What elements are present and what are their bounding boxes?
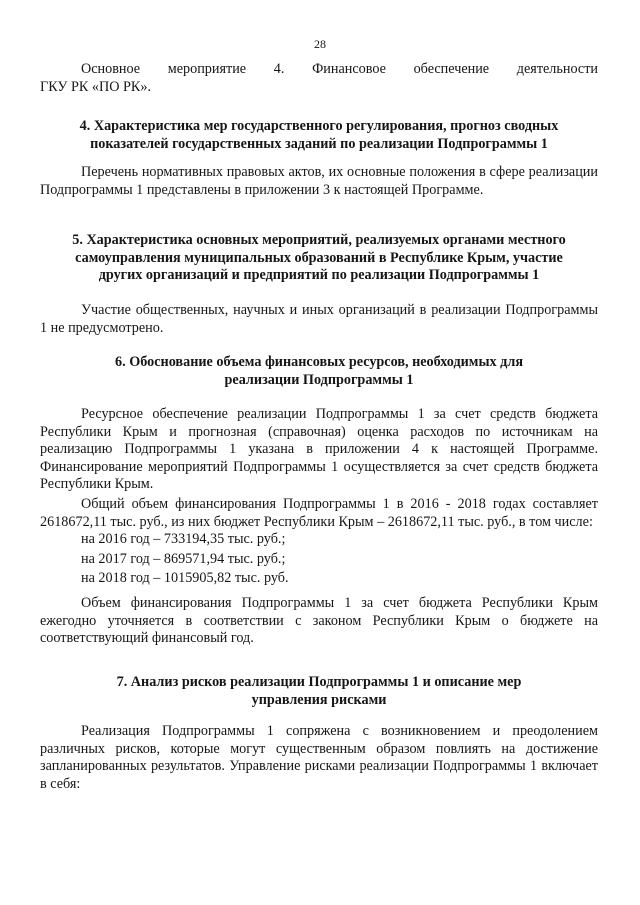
section-7-body — [40, 723, 598, 793]
intro-line-2: ГКУ РК «ПО РК». — [40, 78, 151, 95]
section-7-heading — [40, 674, 598, 709]
section-4-heading-line-1: 4. Характеристика мер государственного регулирования, прогноз сводных — [79, 118, 559, 134]
section-5-body — [40, 302, 598, 337]
section-5-heading-line-2: самоуправления муниципальных образований в Республике Крым, участие — [75, 249, 563, 266]
page-number: 28 — [314, 37, 326, 51]
section-7-heading-line-1: 7. Анализ рисков реализации Подпрограммы 1 и описание мер — [116, 674, 522, 690]
funding-2018: на 2018 год – 1015905,82 тыс. руб. — [81, 570, 289, 587]
section-5-heading-line-1: 5. Характеристика основных мероприятий, реализуемых органами местного — [72, 232, 566, 248]
section-4-heading-line-2: показателей государственных заданий по реализации Подпрограммы 1 — [90, 135, 548, 152]
section-7-heading-line-2: управления рисками — [251, 691, 387, 708]
section-5-heading-line-3: других организаций и предприятий по реализации Подпрограммы 1 — [98, 267, 540, 284]
section-6-paragraph-3: Объем финансирования Подпрограммы 1 за счет бюджета Республики Крым ежегодно уточняется в соответствии с законом Республики Крым о бюджете на соответствующий финансовый год. — [40, 594, 598, 647]
section-4-paragraph: Перечень нормативных правовых актов, их основные положения в сфере реализации Подпрограммы 1 представлены в приложении 3 к настоящей Программе. — [40, 164, 598, 198]
section-6-paragraph-1: Ресурсное обеспечение реализации Подпрограммы 1 за счет средств бюджета Республики Крым и прогнозная (справочная) оценка расходов по источникам на реализацию Подпрограммы 1 указана в приложении 4 к настоящей Программе. Финансирование мероприятий Подпрограммы 1 осуществляется за счет средств бюджета Республики Крым. — [40, 406, 598, 493]
section-6-body — [40, 406, 598, 648]
section-6-paragraph-2: Общий объем финансирования Подпрограммы 1 в 2016 - 2018 годах составляет 2618672,11 тыс. руб., из них бюджет Республики Крым – 2618672,11 тыс. руб., в том числе: — [40, 495, 598, 530]
section-7-paragraph: Реализация Подпрограммы 1 сопряжена с возникновением и преодолением различных рисков, которые могут существенным образом повлиять на достижение запланированных результатов. Управление рисками реализации Подпрограммы 1 включает в себя: — [40, 723, 598, 792]
section-4-heading — [40, 118, 598, 153]
section-6-heading-line-1: 6. Обоснование объема финансовых ресурсов, необходимых для — [115, 354, 523, 370]
section-5-paragraph: Участие общественных, научных и иных организаций в реализации Подпрограммы 1 не предусмотрено. — [40, 302, 598, 336]
funding-2016: на 2016 год – 733194,35 тыс. руб.; — [81, 531, 286, 548]
section-6-heading — [40, 354, 598, 389]
section-5-heading — [40, 232, 598, 285]
intro-line-1: Основное мероприятие 4. Финансовое обеспечение деятельности — [81, 61, 598, 77]
section-4-body — [40, 164, 598, 199]
intro-paragraph — [40, 61, 598, 96]
section-6-heading-line-2: реализации Подпрограммы 1 — [224, 371, 414, 388]
funding-2017: на 2017 год – 869571,94 тыс. руб.; — [81, 550, 286, 567]
